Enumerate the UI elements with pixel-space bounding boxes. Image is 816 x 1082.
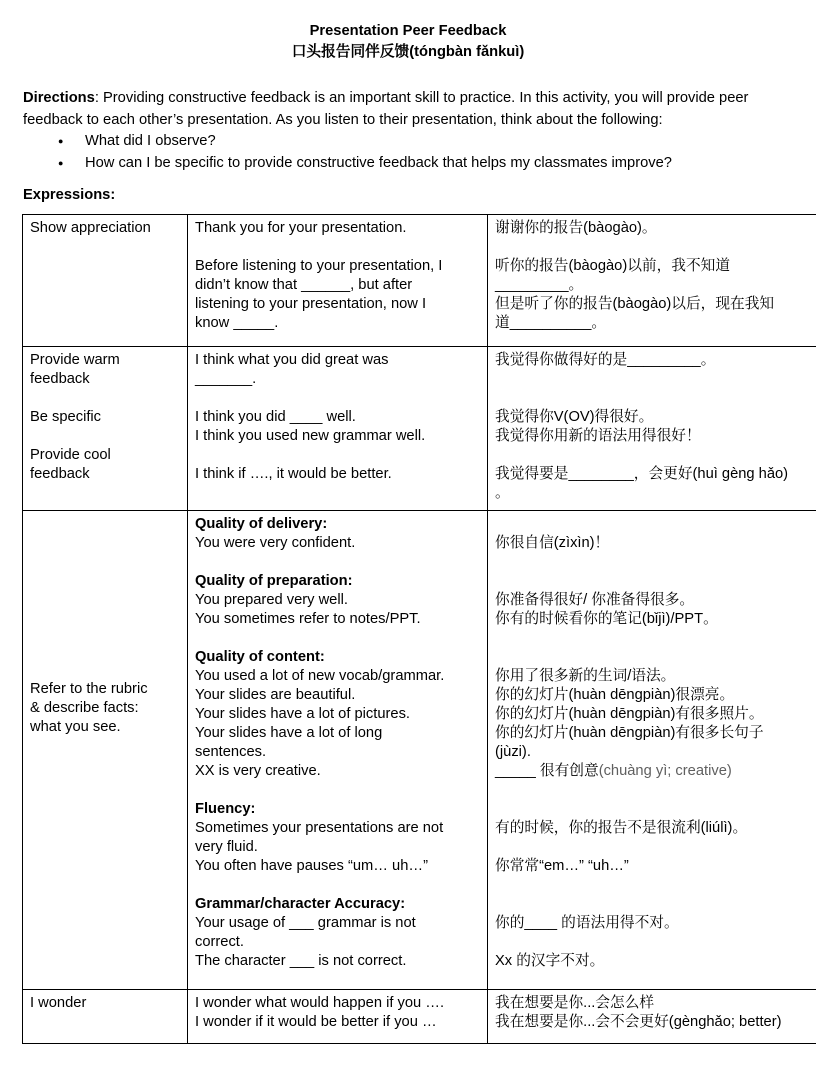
- bullet-icon: ●: [58, 157, 64, 168]
- bullet-text: What did I observe?: [85, 133, 216, 149]
- cell-line: [195, 238, 480, 257]
- cell-line: 你常常“em…” “uh…”: [495, 858, 629, 874]
- table-cell: [23, 990, 188, 1044]
- page-subtitle: 口头报告同伴反馈(tóngbàn fǎnkuì): [291, 44, 525, 60]
- cell-line: You sometimes refer to notes/PPT.: [195, 611, 421, 627]
- table-row: [23, 990, 816, 1044]
- cell-line: Your slides have a lot of long: [195, 725, 383, 741]
- table-cell: [188, 347, 488, 511]
- cell-line: 你的幻灯片(huàn dēngpiàn)有很多长句子: [495, 725, 764, 741]
- cell-line: [495, 446, 816, 465]
- table-cell: [23, 511, 188, 990]
- cell-line: [495, 895, 816, 914]
- cell-line: 你的____ 的语法用得不对。: [495, 915, 679, 931]
- cell-line: 你准备得很好/ 你准备得很多。: [495, 592, 695, 608]
- table-cell: [488, 215, 816, 347]
- cell-line: correct.: [195, 934, 244, 950]
- cell-line: Quality of preparation:: [195, 573, 353, 589]
- expressions-heading: Expressions:: [23, 187, 116, 203]
- cell-line: I think what you did great was: [195, 352, 389, 368]
- cell-line: 你很自信(zìxìn)！: [495, 535, 610, 551]
- cell-line: You were very confident.: [195, 535, 356, 551]
- cell-line: didn’t know that ______, but after: [195, 277, 413, 293]
- page-title: Presentation Peer Feedback: [309, 23, 507, 39]
- cell-line: Xx 的汉字不对。: [495, 953, 605, 969]
- cell-line: 。: [495, 485, 510, 501]
- cell-line: You often have pauses “um… uh…”: [195, 858, 428, 874]
- cell-line: 我在想要是你...会不会更好(gènghǎo; better): [495, 1014, 782, 1030]
- cell-line: _________。: [495, 277, 584, 293]
- cell-line: (jùzi).: [495, 744, 531, 760]
- cell-line: [495, 389, 816, 408]
- cell-line: XX is very creative.: [195, 763, 321, 779]
- cell-line: I think if …., it would be better.: [195, 466, 392, 482]
- cell-line: Fluency:: [195, 801, 256, 817]
- cell-line: I think you did ____ well.: [195, 409, 356, 425]
- bullet-item: [23, 153, 796, 175]
- table-cell: [488, 347, 816, 511]
- cell-line: [195, 781, 480, 800]
- cell-line: [495, 648, 816, 667]
- cell-line: I think you used new grammar well.: [195, 428, 426, 444]
- cell-line: Grammar/character Accuracy:: [195, 896, 406, 912]
- cell-line: [195, 876, 480, 895]
- table-cell: [23, 215, 188, 347]
- cell-line: _____ 很有创意(chuàng yì; creative): [495, 763, 732, 779]
- table-cell: [488, 990, 816, 1044]
- cell-line: 我觉得你V(OV)得很好。: [495, 409, 654, 425]
- cell-line: Your slides have a lot of pictures.: [195, 706, 410, 722]
- cell-line: what you see.: [30, 719, 121, 735]
- cell-line: [195, 389, 480, 408]
- cell-line: 我觉得你用新的语法用得很好！: [495, 428, 701, 444]
- cell-line: Show appreciation: [30, 220, 151, 236]
- cell-line: Your slides are beautiful.: [195, 687, 356, 703]
- cell-line: [495, 933, 816, 952]
- directions-body: : Providing constructive feedback is an important skill to practice. In this activity, you will provide peer feedback to each other’s presentation. As you listen to their presentation, think about the following:: [23, 90, 749, 128]
- cell-line: listening to your presentation, now I: [195, 296, 427, 312]
- cell-line: 听你的报告(bàogào)以前，我不知道: [495, 258, 731, 274]
- cell-line: [30, 389, 180, 408]
- cell-line: I wonder what would happen if you ….: [195, 995, 445, 1011]
- cell-line: [195, 446, 480, 465]
- cell-line: [495, 876, 816, 895]
- cell-line: Quality of delivery:: [195, 516, 328, 532]
- cell-line: [495, 838, 816, 857]
- cell-line: Be specific: [30, 409, 102, 425]
- cell-line: [495, 515, 816, 534]
- cell-line: Provide warm: [30, 352, 120, 368]
- cell-line: 但是听了你的报告(bàogào)以后，现在我知: [495, 296, 775, 312]
- table-row: [23, 347, 816, 511]
- cell-line: [30, 427, 180, 446]
- cell-line: You prepared very well.: [195, 592, 348, 608]
- cell-line: Your usage of ___ grammar is not: [195, 915, 416, 931]
- title-block: [0, 0, 816, 63]
- table-cell: [188, 215, 488, 347]
- cell-line: 你用了很多新的生词/语法。: [495, 668, 676, 684]
- cell-line: 我在想要是你...会怎么样: [495, 995, 655, 1011]
- cell-line: 道__________。: [495, 315, 607, 331]
- table-row: [23, 511, 816, 990]
- table-cell: [23, 347, 188, 511]
- cell-line: Sometimes your presentations are not: [195, 820, 444, 836]
- table-cell: [488, 511, 816, 990]
- directions-label: Directions: [23, 90, 95, 106]
- cell-line: 我觉得要是________，会更好(huì gèng hǎo): [495, 466, 789, 482]
- cell-line: Before listening to your presentation, I: [195, 258, 443, 274]
- bullet-icon: ●: [58, 136, 64, 146]
- cell-line: Provide cool: [30, 447, 111, 463]
- cell-line: 你的幻灯片(huàn dēngpiàn)很漂亮。: [495, 687, 735, 703]
- bullet-item: [23, 131, 796, 153]
- cell-line: 你的幻灯片(huàn dēngpiàn)有很多照片。: [495, 706, 764, 722]
- cell-line: feedback: [30, 466, 90, 482]
- cell-line: The character ___ is not correct.: [195, 953, 407, 969]
- cell-line: very fluid.: [195, 839, 258, 855]
- cell-line: Quality of content:: [195, 649, 325, 665]
- cell-line: [495, 800, 816, 819]
- cell-line: sentences.: [195, 744, 267, 760]
- cell-line: [495, 629, 816, 648]
- cell-line: feedback: [30, 371, 90, 387]
- cell-line: 谢谢你的报告(bàogào)。: [495, 220, 657, 236]
- cell-line: [195, 629, 480, 648]
- cell-line: Refer to the rubric: [30, 681, 148, 697]
- table-cell: [188, 990, 488, 1044]
- cell-line: Thank you for your presentation.: [195, 220, 407, 236]
- feedback-table: [22, 214, 816, 1044]
- cell-line: & describe facts:: [30, 700, 139, 716]
- cell-line: [195, 553, 480, 572]
- cell-line: [495, 370, 816, 389]
- cell-line: know _____.: [195, 315, 279, 331]
- directions-paragraph: [23, 88, 796, 131]
- cell-line: [495, 572, 816, 591]
- cell-line: I wonder if it would be better if you …: [195, 1014, 437, 1030]
- bullet-text: How can I be specific to provide constructive feedback that helps my classmates improve?: [85, 154, 672, 171]
- directions-bullet-list: [23, 131, 796, 174]
- table-row: [23, 215, 816, 347]
- cell-line: 你有的时候看你的笔记(bǐjì)/PPT。: [495, 611, 718, 627]
- cell-line: I wonder: [30, 995, 87, 1011]
- cell-line: [495, 781, 816, 800]
- cell-line: 我觉得你做得好的是_________。: [495, 352, 716, 368]
- cell-line: 有的时候，你的报告不是很流利(liúlì)。: [495, 820, 748, 836]
- cell-line: You used a lot of new vocab/grammar.: [195, 668, 445, 684]
- cell-line: _______.: [195, 371, 257, 387]
- cell-line: [495, 553, 816, 572]
- cell-line: [495, 238, 816, 257]
- table-cell: [188, 511, 488, 990]
- pinyin-gloss: (chuàng yì; creative): [598, 763, 732, 779]
